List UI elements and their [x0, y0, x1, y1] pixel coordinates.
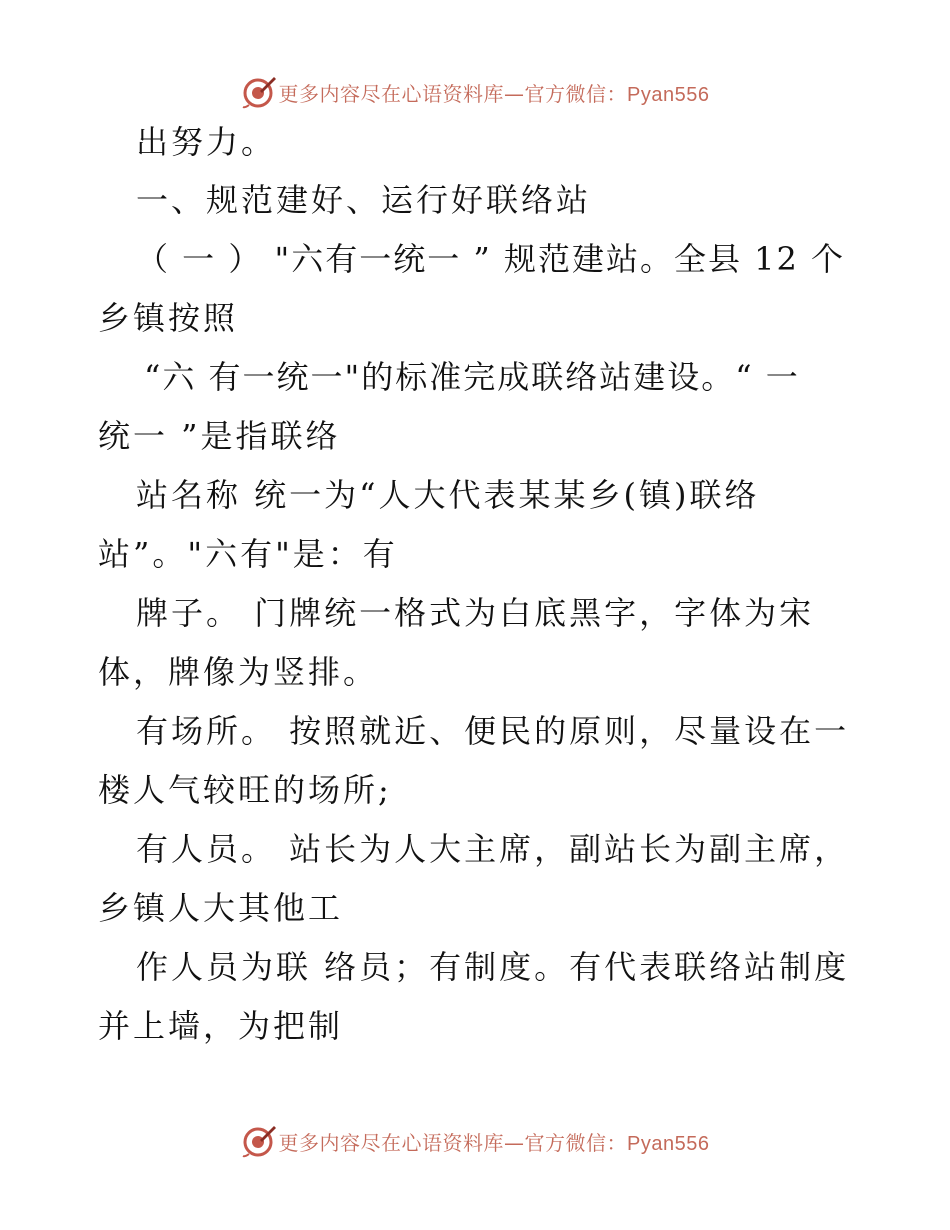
footer-banner	[0, 1121, 950, 1161]
text-line: 统一 ”是指联络	[98, 417, 341, 455]
text-line: 牌子。 门牌统一格式为白底黑字，字体为宋	[136, 594, 815, 632]
pen-logo-icon	[241, 1123, 277, 1159]
text-line: 体，牌像为竖排。	[98, 653, 379, 691]
text-line: 有场所。 按照就近、便民的原则，尽量设在一	[136, 712, 850, 750]
text-line: 作人员为联 络员；有制度。有代表联络站制度	[136, 948, 850, 986]
text-line: 楼人气较旺的场所;	[98, 771, 392, 809]
text-line: 乡镇人大其他工	[98, 889, 344, 927]
header-banner	[0, 72, 950, 112]
text-line: 一、规范建好、运行好联络站	[136, 181, 592, 219]
text-line: 站名称 统一为“人大代表某某乡(镇)联络	[136, 476, 760, 514]
text-line: 乡镇按照	[98, 299, 239, 337]
pen-logo-icon	[241, 74, 277, 110]
text-line: 出努力。	[136, 123, 277, 161]
header-banner-text: 更多内容尽在心语资料库—官方微信：Pyan556	[278, 81, 710, 106]
text-line: 站”。"六有"是：有	[98, 535, 398, 573]
text-line: “六 有一统一"的标准完成联络站建设。“ 一	[144, 358, 800, 396]
text-line: 并上墙，为把制	[98, 1007, 344, 1045]
footer-banner-text: 更多内容尽在心语资料库—官方微信：Pyan556	[278, 1130, 710, 1155]
text-line: 有人员。 站长为人大主席，副站长为副主席，	[136, 830, 850, 868]
text-line: （ 一 ） "六有一统一 ” 规范建站。全县 12 个	[136, 240, 846, 278]
